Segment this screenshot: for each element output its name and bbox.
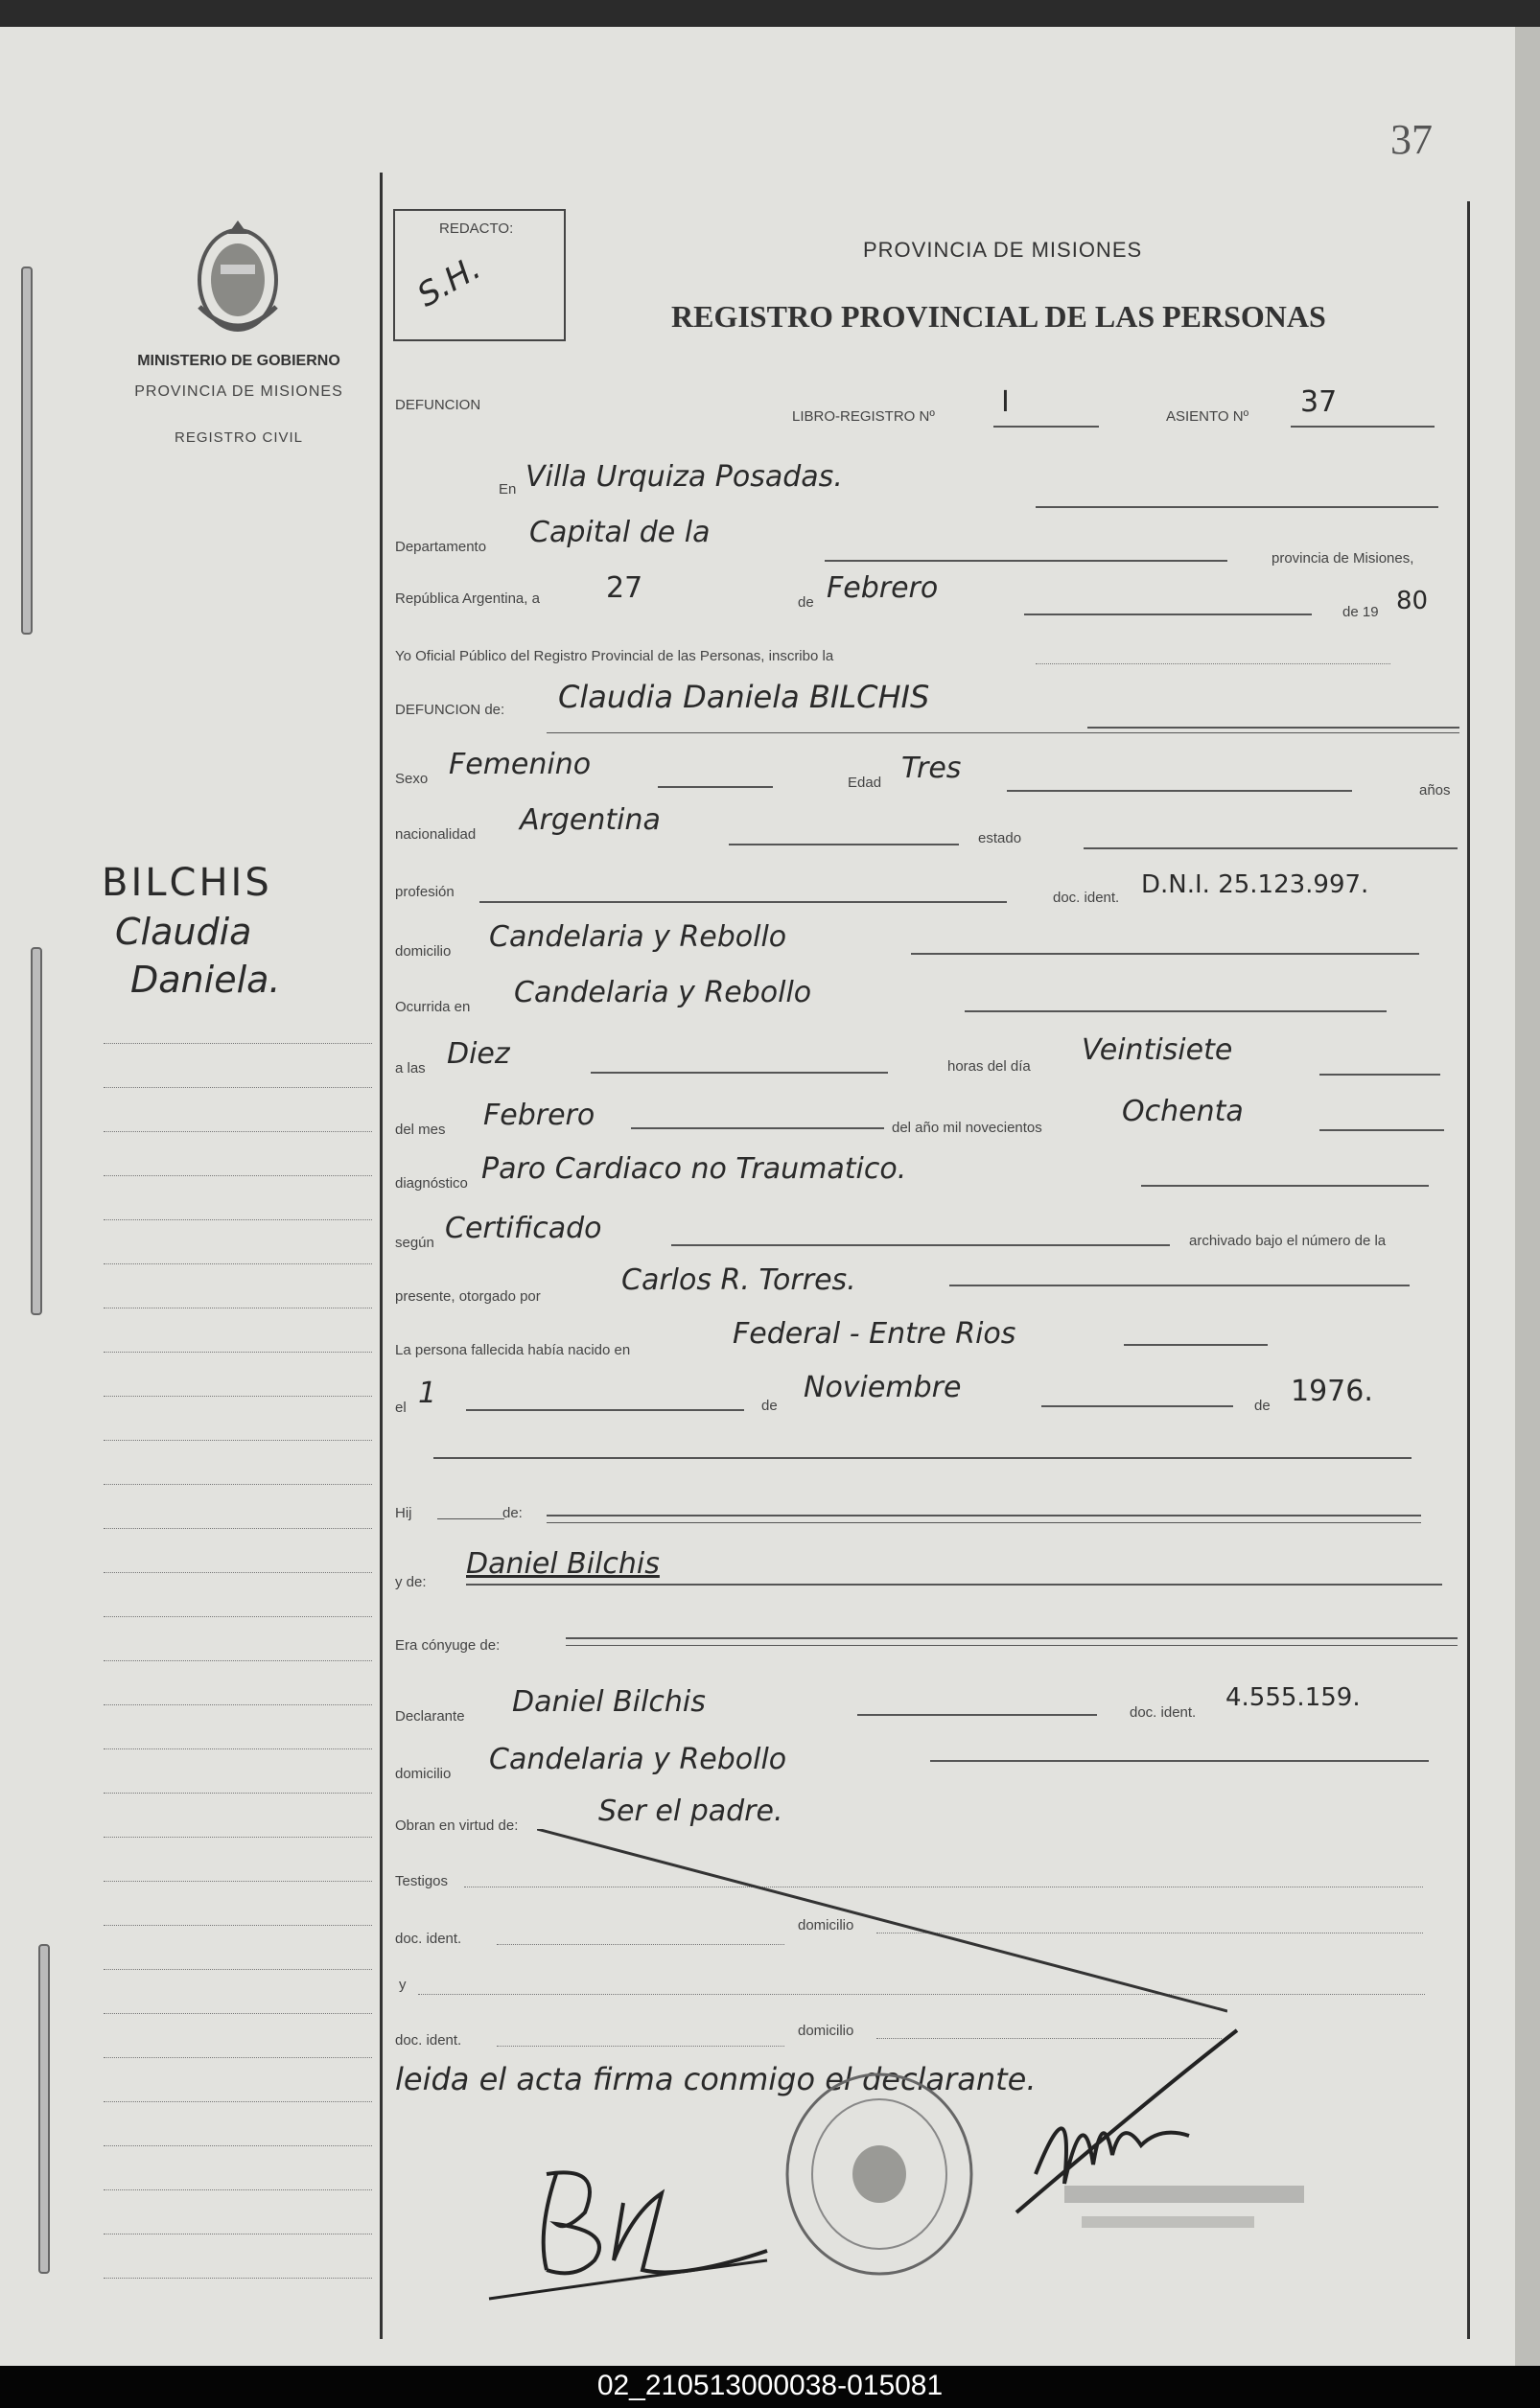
edad-value: Tres	[901, 752, 962, 785]
margin-ruled-line	[104, 1881, 372, 1883]
nacionalidad-value: Argentina	[520, 803, 661, 837]
ocurrida-label: Ocurrida en	[395, 999, 471, 1015]
margin-ruled-line	[104, 2145, 372, 2147]
sexo-line	[658, 786, 773, 788]
estado-label: estado	[978, 830, 1022, 846]
testigos-label: Testigos	[395, 1873, 449, 1889]
anio-value: 80	[1396, 587, 1429, 615]
oficial-label: Yo Oficial Público del Registro Provincial de las Personas, inscribo la	[395, 648, 834, 664]
en-label: En	[499, 481, 517, 498]
horas-value: Veintisiete	[1082, 1033, 1233, 1067]
obran-value: Ser el padre.	[598, 1794, 783, 1828]
departamento-line	[825, 560, 1227, 562]
sheet-edge	[1515, 27, 1540, 2366]
header-registry-title: REGISTRO PROVINCIAL DE LAS PERSONAS	[671, 299, 1326, 334]
margin-ruled-line	[104, 1352, 372, 1354]
margin-ruled-line	[104, 1484, 372, 1486]
testigo1-doc-label: doc. ident.	[395, 1931, 462, 1947]
margin-divider	[380, 173, 383, 2339]
el-value: 1	[418, 1377, 437, 1410]
form-type-label: DEFUNCION	[395, 397, 481, 413]
a-las-line	[591, 1072, 888, 1074]
estado-line	[1084, 847, 1458, 849]
el-day-line	[466, 1409, 744, 1411]
domicilio-label: domicilio	[395, 943, 452, 960]
a-las-value: Diez	[447, 1037, 510, 1071]
en-line	[1036, 506, 1438, 508]
sexo-value: Femenino	[449, 748, 592, 781]
ocurrida-value: Candelaria y Rebollo	[514, 976, 812, 1009]
margin-ruled-line	[104, 1528, 372, 1530]
y-de-value: Daniel Bilchis	[466, 1547, 660, 1581]
defuncion-line	[1087, 727, 1459, 729]
hij-de-label: de:	[502, 1505, 523, 1521]
domicilio-value: Candelaria y Rebollo	[489, 920, 787, 954]
margin-ruled-line	[104, 1616, 372, 1618]
margin-ruled-line	[104, 1263, 372, 1265]
obran-label: Obran en virtud de:	[395, 1818, 519, 1834]
mes-value: Febrero	[827, 571, 939, 605]
ministry-label: MINISTERIO DE GOBIERNO	[137, 353, 340, 369]
declarante-domicilio-line	[930, 1760, 1429, 1762]
margin-ruled-line	[104, 1043, 372, 1045]
y-de-label: y de:	[395, 1574, 427, 1590]
del-anio-label: del año mil novecientos	[892, 1120, 1042, 1136]
blank-line	[433, 1457, 1412, 1459]
segun-value: Certificado	[445, 1212, 602, 1245]
presente-line	[949, 1285, 1410, 1286]
official-stamp-text	[1064, 2186, 1304, 2203]
civil-registry-label: REGISTRO CIVIL	[174, 429, 304, 446]
segun-line	[671, 1244, 1170, 1246]
defuncion-line-2	[547, 732, 1459, 733]
margin-ruled-line	[104, 1440, 372, 1442]
republica-label: República Argentina, a	[395, 590, 540, 607]
margin-ruled-line	[104, 1704, 372, 1706]
presente-label: presente, otorgado por	[395, 1288, 541, 1305]
diagnostico-line	[1141, 1185, 1429, 1187]
dia-value: 27	[606, 571, 643, 605]
segun-label: según	[395, 1235, 434, 1251]
binding-clip	[38, 1944, 50, 2274]
anios-label: años	[1419, 782, 1451, 799]
libro-label: LIBRO-REGISTRO Nº	[792, 408, 935, 425]
page-number: 37	[1390, 116, 1433, 163]
margin-ruled-line	[104, 1925, 372, 1927]
footer-bar	[0, 2366, 1540, 2408]
defuncion-value: Claudia Daniela BILCHIS	[558, 679, 930, 715]
declarante-doc-label: doc. ident.	[1130, 1704, 1197, 1721]
testigo2-domicilio-label: domicilio	[798, 2023, 854, 2039]
en-value: Villa Urquiza Posadas.	[525, 460, 843, 494]
mes-line	[1024, 614, 1312, 615]
margin-given-name-1: Claudia	[115, 911, 252, 953]
declarante-label: Declarante	[395, 1708, 465, 1725]
official-stamp-text	[1082, 2216, 1254, 2228]
redacto-label: REDACTO:	[439, 220, 514, 237]
nac-de-anio-label: de	[1254, 1398, 1271, 1414]
margin-ruled-line	[104, 1087, 372, 1089]
strike-line	[537, 1829, 1227, 2021]
margin-ruled-line	[104, 1660, 372, 1662]
provincia-label: provincia de Misiones,	[1272, 550, 1414, 567]
oficial-line	[1036, 663, 1390, 664]
margin-ruled-line	[104, 1131, 372, 1133]
declarante-line	[857, 1714, 1097, 1716]
profesion-line	[479, 901, 1007, 903]
header-province: PROVINCIA DE MISIONES	[863, 238, 1143, 262]
departamento-value: Capital de la	[529, 516, 711, 549]
domicilio-line	[911, 953, 1419, 955]
nacionalidad-line	[729, 844, 959, 845]
defuncion-label: DEFUNCION de:	[395, 702, 505, 718]
nacido-line	[1124, 1344, 1268, 1346]
edad-label: Edad	[848, 775, 882, 791]
el-label: el	[395, 1400, 407, 1416]
nac-mes-line	[1041, 1405, 1233, 1407]
asiento-label: ASIENTO Nº	[1166, 408, 1249, 425]
testigo2-doc-line	[497, 2046, 784, 2047]
hij-de-line	[547, 1515, 1421, 1517]
closing-statement: leida el acta firma conmigo el declarante.	[395, 2061, 1037, 2097]
declarante-value: Daniel Bilchis	[512, 1685, 706, 1719]
nacido-label: La persona fallecida había nacido en	[395, 1342, 631, 1358]
margin-ruled-line	[104, 1837, 372, 1839]
binding-clip	[21, 266, 33, 635]
diagnostico-value: Paro Cardiaco no Traumatico.	[481, 1152, 907, 1186]
asiento-line	[1291, 426, 1435, 428]
doc-ident-label: doc. ident.	[1053, 890, 1120, 906]
del-mes-label: del mes	[395, 1122, 446, 1138]
edad-line	[1007, 790, 1352, 792]
coat-of-arms-icon	[180, 211, 295, 355]
ocurrida-line	[965, 1010, 1387, 1012]
redacto-box	[393, 209, 566, 341]
conyuge-line-2	[566, 1645, 1458, 1646]
margin-ruled-line	[104, 1396, 372, 1398]
nacido-value: Federal - Entre Rios	[733, 1317, 1016, 1351]
del-anio-value: Ochenta	[1122, 1095, 1244, 1128]
anio-label: de 19	[1342, 604, 1379, 620]
y-label: y	[399, 1977, 407, 1993]
margin-ruled-line	[104, 1175, 372, 1177]
hij-label: Hij	[395, 1505, 412, 1521]
margin-surname: BILCHIS	[102, 861, 272, 905]
presente-value: Carlos R. Torres.	[621, 1263, 856, 1297]
declarante-doc-value: 4.555.159.	[1225, 1683, 1361, 1712]
hij-de-line-2	[547, 1522, 1421, 1523]
nacionalidad-label: nacionalidad	[395, 826, 477, 843]
margin-ruled-line	[104, 1308, 372, 1309]
margin-ruled-line	[104, 1572, 372, 1574]
official-seal-icon	[779, 2069, 980, 2280]
horas-label: horas del día	[947, 1058, 1031, 1075]
de-label: de	[798, 594, 814, 611]
margin-given-name-2: Daniela.	[130, 959, 281, 1001]
province-label: PROVINCIA DE MISIONES	[134, 383, 343, 400]
asiento-value: 37	[1300, 385, 1338, 419]
margin-ruled-line	[104, 1219, 372, 1221]
declarant-signature-icon	[479, 2136, 786, 2308]
margin-ruled-line	[104, 2013, 372, 2015]
right-border	[1467, 201, 1470, 2339]
conyuge-line	[566, 1637, 1458, 1639]
libro-line	[993, 426, 1099, 428]
margin-ruled-line	[104, 2234, 372, 2235]
margin-ruled-line	[104, 2101, 372, 2103]
libro-value: I	[1001, 385, 1010, 419]
testigo1-domicilio-label: domicilio	[798, 1917, 854, 1933]
footer-id: 02_210513000038-015081	[596, 2370, 944, 2401]
margin-ruled-line	[104, 2278, 372, 2280]
scan-top-strip	[0, 0, 1540, 27]
del-mes-line	[631, 1127, 884, 1129]
nac-de-label: de	[761, 1398, 778, 1414]
del-anio-line	[1319, 1129, 1444, 1131]
archivado-label: archivado bajo el número de la	[1189, 1233, 1387, 1249]
diagnostico-label: diagnóstico	[395, 1175, 468, 1192]
redacto-initials: S.H.	[410, 248, 488, 315]
margin-ruled-line	[104, 2057, 372, 2059]
y-de-line	[466, 1584, 1442, 1586]
horas-line	[1319, 1074, 1440, 1076]
hij-line	[437, 1518, 504, 1519]
del-mes-value: Febrero	[483, 1099, 595, 1132]
a-las-label: a las	[395, 1060, 426, 1077]
nac-anio-value: 1976.	[1291, 1375, 1373, 1408]
sexo-label: Sexo	[395, 771, 429, 787]
testigo2-doc-label: doc. ident.	[395, 2032, 462, 2049]
margin-ruled-line	[104, 1748, 372, 1750]
binding-clip	[31, 947, 42, 1315]
doc-ident-value: D.N.I. 25.123.997.	[1141, 870, 1369, 899]
declarante-domicilio-value: Candelaria y Rebollo	[489, 1743, 787, 1776]
margin-ruled-line	[104, 1793, 372, 1794]
profesion-label: profesión	[395, 884, 455, 900]
nac-mes-value: Noviembre	[804, 1371, 962, 1404]
departamento-label: Departamento	[395, 539, 487, 555]
margin-ruled-line	[104, 2189, 372, 2191]
declarante-domicilio-label: domicilio	[395, 1766, 452, 1782]
margin-ruled-line	[104, 1969, 372, 1971]
conyuge-label: Era cónyuge de:	[395, 1637, 501, 1654]
document-page	[0, 27, 1515, 2366]
